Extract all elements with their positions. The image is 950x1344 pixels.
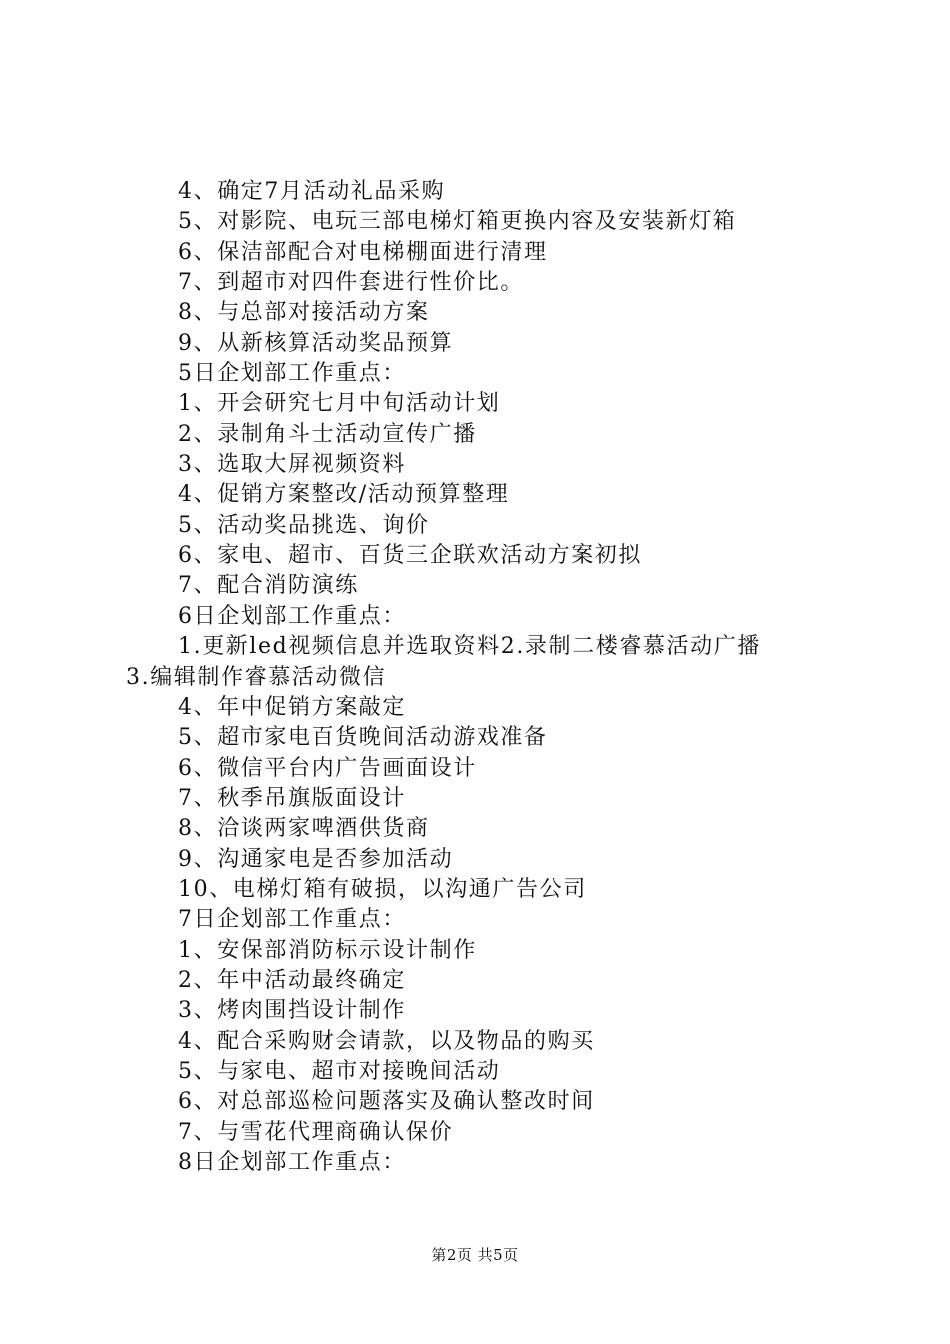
text-line: 5日企划部工作重点： [178, 361, 406, 387]
text-line: 2、年中活动最终确定 [178, 967, 406, 993]
text-line: 5、活动奖品挑选、询价 [178, 512, 430, 538]
text-line: 7、到超市对四件套进行性价比。 [178, 270, 524, 296]
text-line: 1.更新led视频信息并选取资料2.录制二楼睿慕活动广播 [178, 634, 761, 660]
text-line: 6、对总部巡检问题落实及确认整改时间 [178, 1089, 595, 1115]
text-line: 5、与家电、超市对接晚间活动 [178, 1058, 501, 1084]
text-line: 10、电梯灯箱有破损，以沟通广告公司 [178, 876, 587, 902]
page-footer: 第2页 共5页 [431, 1246, 519, 1264]
text-line: 9、从新核算活动奖品预算 [178, 330, 454, 356]
text-line: 3、选取大屏视频资料 [178, 452, 406, 478]
text-line: 6日企划部工作重点： [178, 603, 406, 629]
text-line: 1、开会研究七月中旬活动计划 [178, 391, 501, 417]
text-line: 8、洽谈两家啤酒供货商 [178, 816, 430, 842]
text-line: 2、录制角斗士活动宣传广播 [178, 421, 477, 447]
text-line: 4、促销方案整改/活动预算整理 [178, 482, 510, 508]
text-line: 5、超市家电百货晚间活动游戏准备 [178, 725, 548, 751]
text-line: 6、家电、超市、百货三企联欢活动方案初拟 [178, 543, 642, 569]
text-line: 9、沟通家电是否参加活动 [178, 846, 454, 872]
text-line: 7、秋季吊旗版面设计 [178, 785, 406, 811]
text-line: 6、保洁部配合对电梯棚面进行清理 [178, 239, 548, 265]
text-line: 4、确定7月活动礼品采购 [178, 179, 446, 204]
text-line: 3、烤肉围挡设计制作 [178, 998, 406, 1024]
text-line: 4、配合采购财会请款，以及物品的购买 [178, 1028, 595, 1054]
text-line: 5、对影院、电玩三部电梯灯箱更换内容及安装新灯箱 [178, 209, 737, 235]
text-line: 3.编辑制作睿慕活动微信 [126, 664, 387, 690]
text-line: 8、与总部对接活动方案 [178, 300, 430, 326]
text-line: 8日企划部工作重点： [178, 1150, 406, 1175]
text-line: 6、微信平台内广告画面设计 [178, 755, 477, 781]
document-body [126, 177, 846, 1178]
text-line: 4、年中促销方案敲定 [178, 694, 406, 720]
text-line: 7日企划部工作重点： [178, 907, 406, 933]
text-line: 7、配合消防演练 [178, 573, 359, 599]
text-line: 1、安保部消防标示设计制作 [178, 937, 477, 963]
text-line: 7、与雪花代理商确认保价 [178, 1119, 454, 1145]
